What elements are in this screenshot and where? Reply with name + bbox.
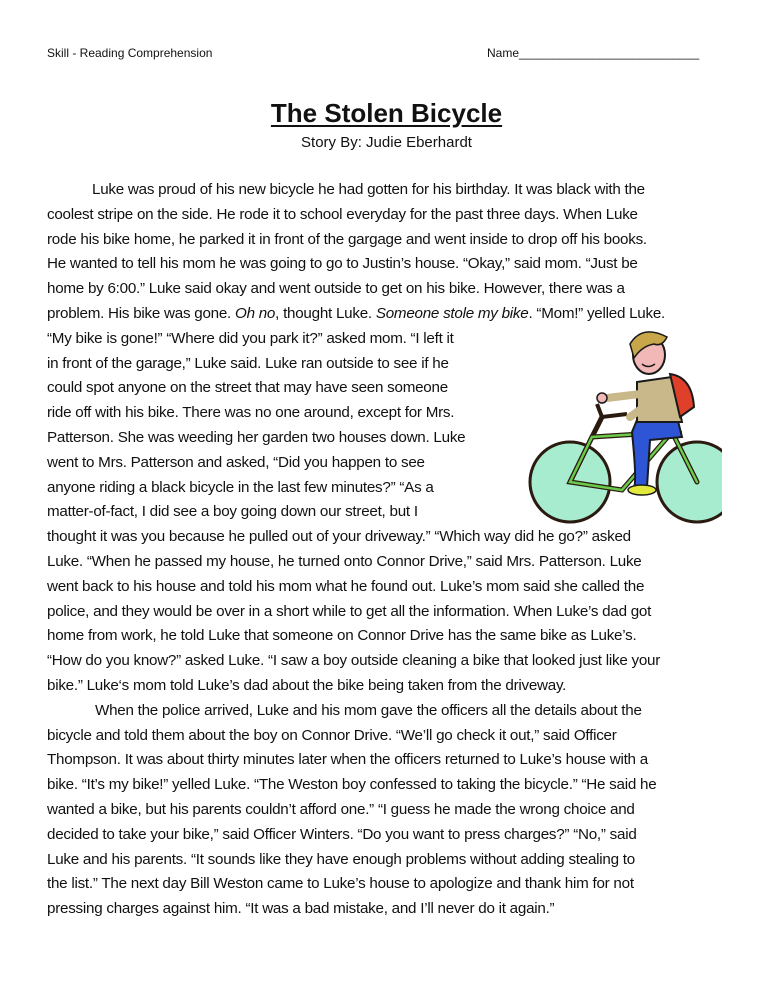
- story-line: matter-of-fact, I did see a boy going down our street, but I: [47, 503, 418, 521]
- story-line: Luke and his parents. “It sounds like they have enough problems without adding stealing to: [47, 850, 635, 868]
- story-line: bike.” Luke‘s mom told Luke’s dad about the bike being taken from the driveway.: [47, 676, 567, 694]
- story-line: coolest stripe on the side. He rode it to school everyday for the past three days. When Luke: [47, 205, 638, 223]
- story-line: home from work, he told Luke that someone on Connor Drive has the same bike as Luke’s.: [47, 627, 637, 645]
- story-line: home by 6:00.” Luke said okay and went outside to get on his bike. However, there was a: [47, 280, 625, 298]
- story-line: He wanted to tell his mom he was going to go to Justin’s house. “Okay,” said mom. “Just be: [47, 255, 638, 273]
- story-line: bicycle and told them about the boy on Connor Drive. “We’ll go check it out,” said Officer: [47, 726, 617, 744]
- story-line: Luke. “When he passed my house, he turned onto Connor Drive,” said Mrs. Patterson. Luke: [47, 552, 642, 570]
- story-line: went back to his house and told his mom what he found out. Luke’s mom said she called the: [47, 577, 645, 595]
- front-wheel: [657, 442, 722, 522]
- story-line: Thompson. It was about thirty minutes later when the officers returned to Luke’s house with a: [47, 751, 648, 769]
- italic-phrase: Someone stole my bike: [375, 304, 529, 322]
- story-line: anyone riding a black bicycle in the last few minutes?” “As a: [47, 478, 434, 496]
- story-text: [47, 178, 737, 922]
- text-segment: , thought Luke.: [275, 304, 376, 322]
- story-line: the list.” The next day Bill Weston came to Luke’s house to apologize and thank him for not: [47, 875, 634, 893]
- name-field: Name___________________________: [487, 46, 700, 60]
- story-line: Patterson. She was weeding her garden two houses down. Luke: [47, 428, 466, 446]
- text-segment: problem. His bike was gone.: [47, 304, 235, 322]
- story-byline: Story By: Judie Eberhardt: [301, 134, 472, 151]
- story-line: When the police arrived, Luke and his mom gave the officers all the details about the: [95, 701, 642, 719]
- story-line: could spot anyone on the street that may have seen someone: [47, 379, 448, 397]
- italic-phrase: Oh no: [235, 304, 276, 322]
- text-segment: . “Mom!” yelled Luke.: [528, 304, 666, 322]
- story-line: decided to take your bike,” said Officer Winters. “Do you want to press charges?” “No,” said: [47, 825, 637, 843]
- skill-label: Skill - Reading Comprehension: [47, 46, 213, 60]
- story-line: thought it was you because he pulled out of your driveway.” “Which way did he go?” asked: [47, 528, 631, 546]
- story-line: Luke was proud of his new bicycle he had gotten for his birthday. It was black with the: [92, 181, 645, 198]
- story-line: in front of the garage,” Luke said. Luke ran outside to see if he: [47, 354, 449, 372]
- story-line: rode his bike home, he parked it in front of the gargage and went inside to drop off his books.: [47, 230, 647, 248]
- story-title: The Stolen Bicycle: [270, 98, 503, 128]
- story-line: police, and they would be over in a short while to get all the information. When Luke’s dad got: [47, 602, 652, 620]
- story-line: ride off with his bike. There was no one around, except for Mrs.: [47, 404, 455, 422]
- story-line: “How do you know?” asked Luke. “I saw a boy outside cleaning a bike that looked just like your: [47, 652, 661, 670]
- story-line: bike. “It’s my bike!” yelled Luke. “The Weston boy confessed to taking the bicycle.” “He said he: [47, 776, 657, 794]
- story-line: “My bike is gone!” “Where did you park it?” asked mom. “I left it: [47, 329, 454, 347]
- story-line: wanted a bike, but his parents couldn’t afford one.” “I guess he made the wrong choice and: [47, 800, 635, 818]
- story-line: pressing charges against him. “It was a bad mistake, and I’ll never do it again.”: [47, 900, 555, 918]
- boy-riding-bicycle-illustration: [522, 322, 722, 532]
- story-line: went to Mrs. Patterson and asked, “Did you happen to see: [47, 453, 425, 471]
